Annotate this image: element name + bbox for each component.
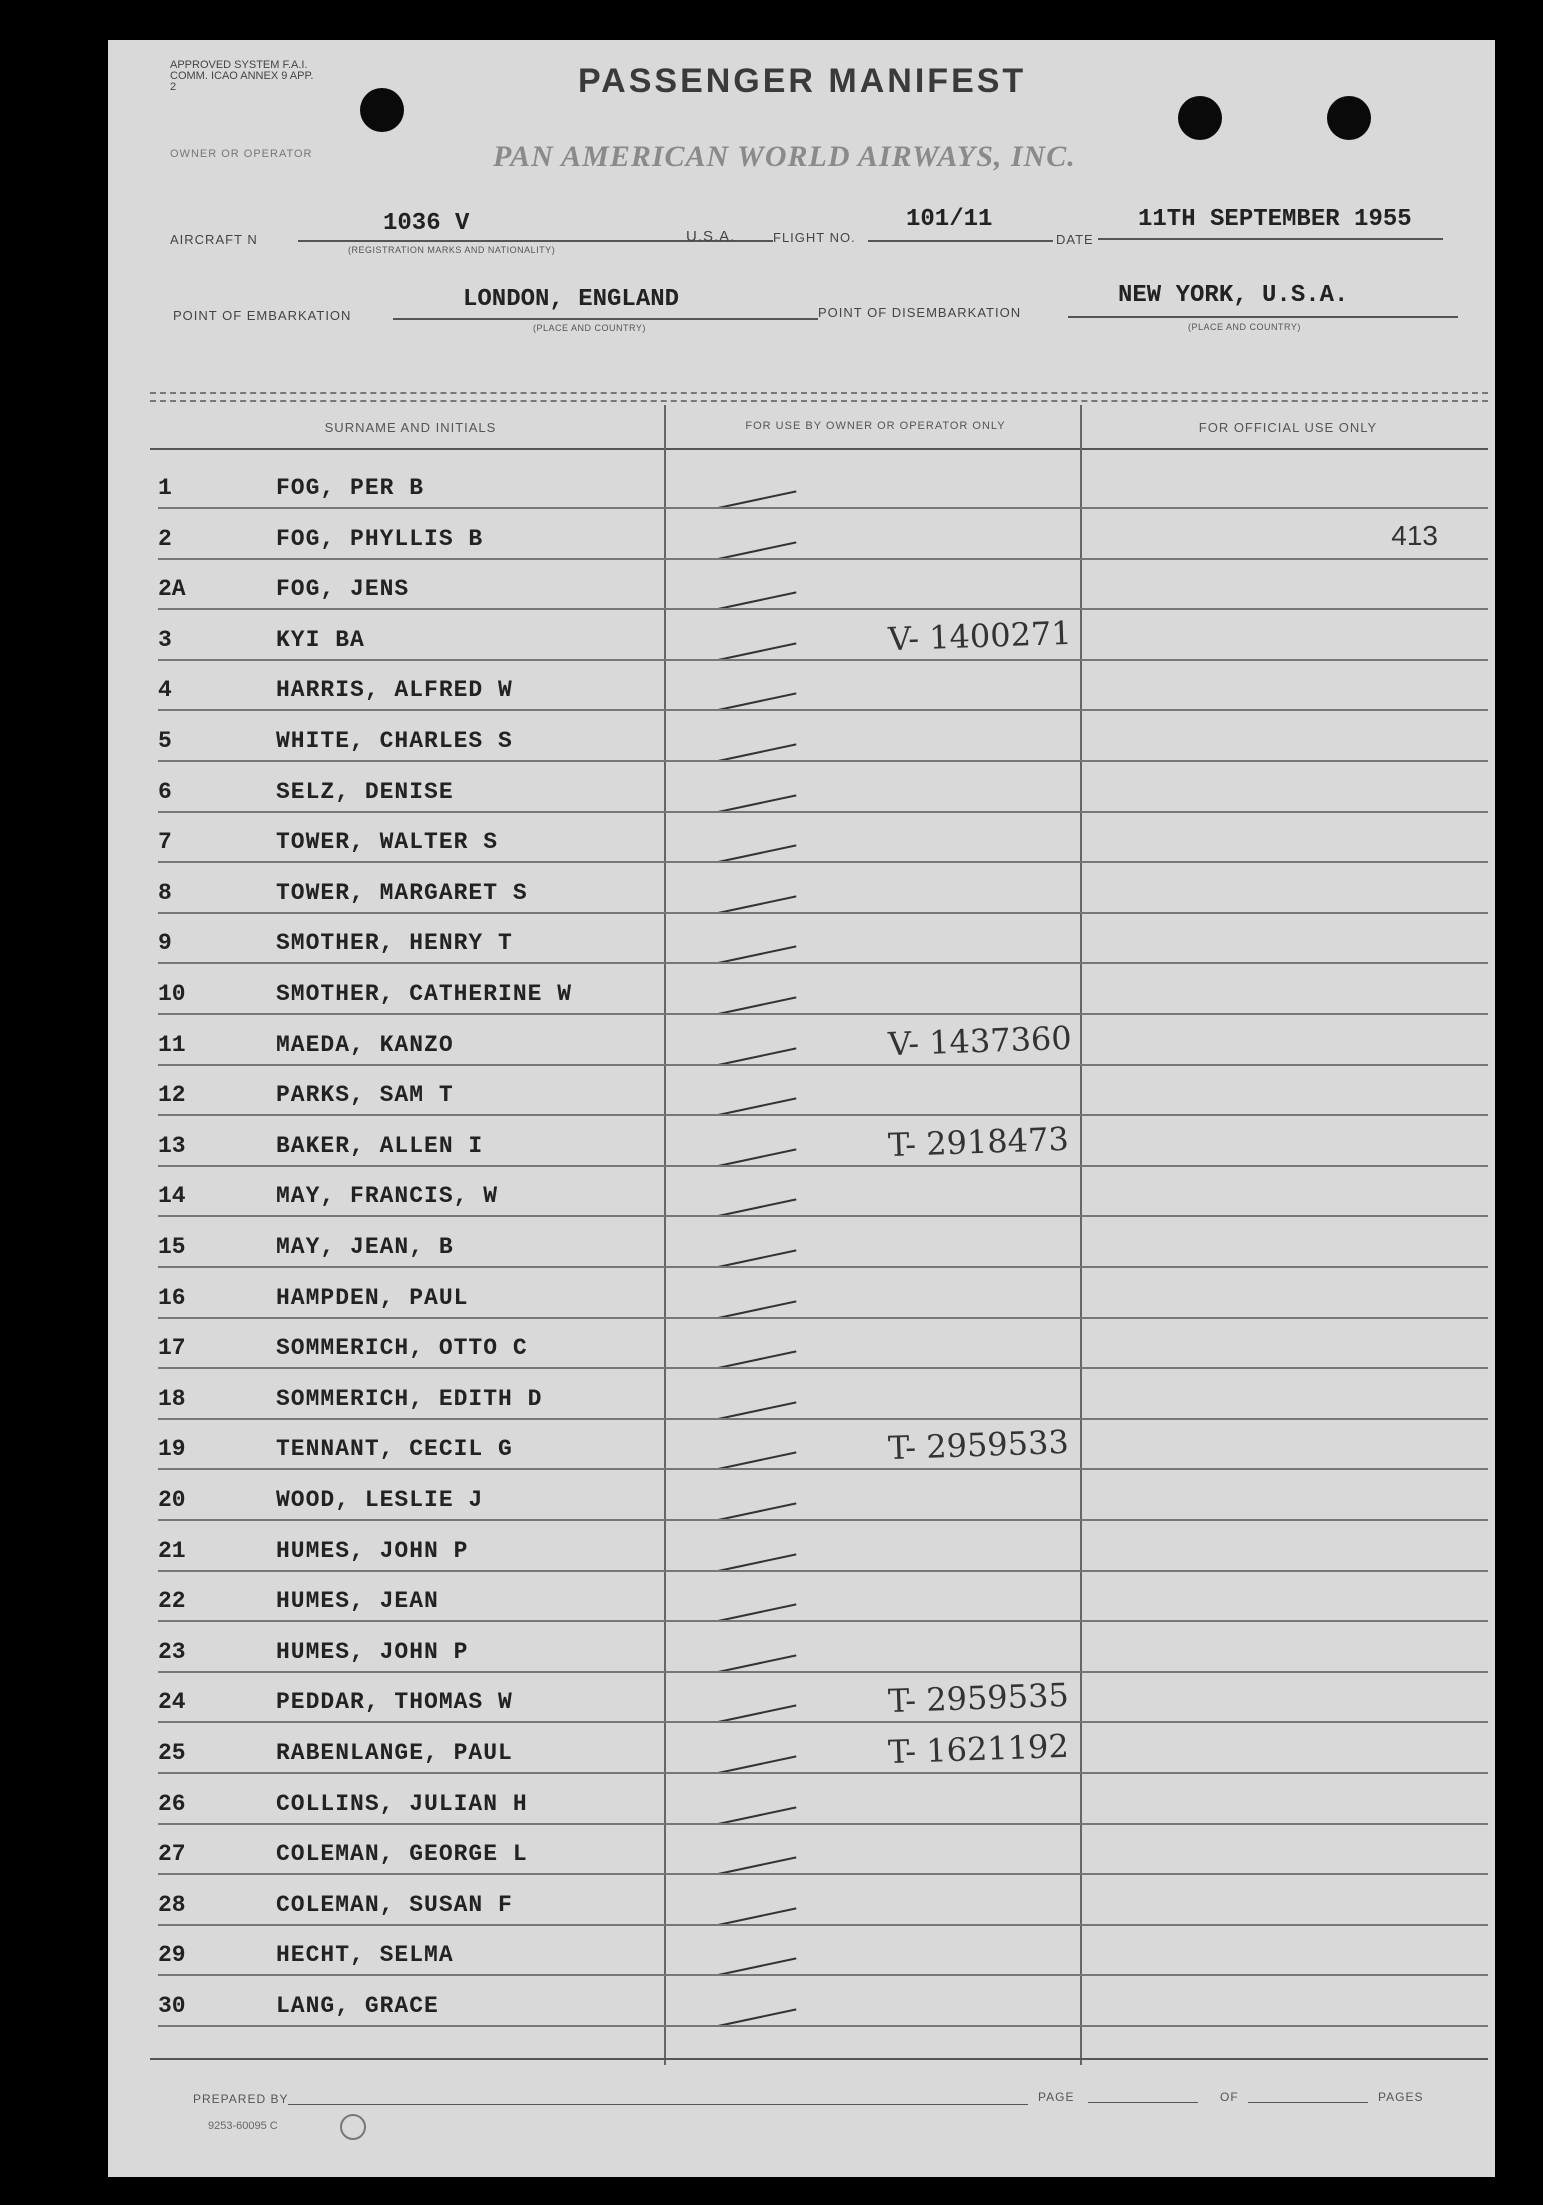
- passenger-number: 30: [158, 1993, 186, 2019]
- flight-underline: [868, 240, 1053, 242]
- table-row: [158, 762, 1488, 813]
- passenger-number: 14: [158, 1183, 186, 1210]
- table-row: [158, 1116, 1488, 1167]
- passenger-number: 2A: [158, 576, 186, 603]
- date-label: DATE: [1056, 232, 1094, 247]
- passenger-name: HECHT, SELMA: [276, 1942, 454, 1969]
- passenger-name: MAEDA, KANZO: [276, 1031, 454, 1058]
- manifest-sheet: [108, 40, 1495, 2177]
- passenger-name: KYI BA: [276, 626, 365, 653]
- table-row: [158, 1217, 1488, 1268]
- table-row: [158, 1723, 1488, 1774]
- passenger-number: 26: [158, 1790, 186, 1817]
- passenger-name: COLEMAN, SUSAN F: [276, 1891, 513, 1918]
- table-row: [158, 660, 1488, 711]
- aircraft-caption: (REGISTRATION MARKS AND NATIONALITY): [348, 245, 556, 255]
- pages-label: PAGES: [1378, 2090, 1424, 2104]
- passenger-number: 25: [158, 1740, 186, 1766]
- passenger-number: 2: [158, 525, 172, 552]
- union-seal-icon: [340, 2114, 366, 2140]
- passenger-number: 13: [158, 1132, 186, 1159]
- passenger-number: 11: [158, 1031, 186, 1058]
- passenger-name: HARRIS, ALFRED W: [276, 677, 513, 704]
- passenger-number: 5: [158, 728, 172, 754]
- embark-label: POINT OF EMBARKATION: [173, 308, 352, 323]
- passenger-name: FOG, JENS: [276, 576, 410, 603]
- passenger-name: LANG, GRACE: [276, 1993, 439, 2019]
- airline-name: PAN AMERICAN WORLD AIRWAYS, INC.: [493, 140, 1076, 173]
- embark-caption: (PLACE AND COUNTRY): [533, 323, 646, 333]
- table-row: [158, 964, 1488, 1015]
- passenger-name: HUMES, JEAN: [276, 1588, 439, 1615]
- disembark-underline: [1068, 316, 1458, 318]
- passenger-number: 9: [158, 930, 172, 957]
- passenger-name: TENNANT, CECIL G: [276, 1436, 513, 1463]
- passenger-number: 7: [158, 829, 172, 856]
- header-rule: [150, 448, 1488, 450]
- table-row: [158, 1268, 1488, 1319]
- page-label: PAGE: [1038, 2090, 1075, 2104]
- table-bottom-rule: [150, 2058, 1488, 2060]
- official-column-header: FOR OFFICIAL USE ONLY: [1198, 420, 1378, 435]
- owner-note: T- 1621192: [887, 1726, 1070, 1772]
- passenger-number: 3: [158, 626, 172, 653]
- of-underline: [1248, 2102, 1368, 2103]
- passenger-number: 19: [158, 1436, 186, 1463]
- embark-underline: [393, 318, 818, 320]
- table-row: [158, 1824, 1488, 1875]
- passenger-name: SOMMERICH, OTTO C: [276, 1335, 528, 1362]
- official-note: 413: [1391, 519, 1438, 551]
- surname-column-header: SURNAME AND INITIALS: [324, 420, 497, 435]
- passenger-number: 8: [158, 879, 172, 906]
- table-top-rule: [150, 392, 1488, 402]
- passenger-number: 4: [158, 677, 172, 704]
- disembark-value: NEW YORK, U.S.A.: [1118, 282, 1349, 309]
- passenger-name: MAY, FRANCIS, W: [276, 1183, 499, 1210]
- passenger-name: TOWER, WALTER S: [276, 829, 499, 856]
- passenger-number: 18: [158, 1385, 186, 1412]
- passenger-name: PARKS, SAM T: [276, 1082, 454, 1109]
- owner-note: T- 2959533: [887, 1423, 1070, 1468]
- table-row: [158, 1521, 1488, 1572]
- disembark-label: POINT OF DISEMBARKATION: [818, 305, 1022, 320]
- page-underline: [1088, 2102, 1198, 2103]
- table-row: [158, 1015, 1488, 1066]
- passenger-number: 22: [158, 1588, 186, 1615]
- passenger-number: 16: [158, 1284, 186, 1311]
- passenger-number: 12: [158, 1082, 186, 1109]
- passenger-number: 23: [158, 1638, 186, 1665]
- passenger-number: 6: [158, 778, 172, 805]
- table-row: [158, 1774, 1488, 1825]
- passenger-name: SMOTHER, CATHERINE W: [276, 981, 573, 1007]
- form-number: 9253-60095 C: [208, 2120, 278, 2132]
- passenger-name: HUMES, JOHN P: [276, 1537, 469, 1564]
- passenger-number: 24: [158, 1689, 186, 1716]
- owner-note: T- 2918473: [887, 1119, 1070, 1164]
- passenger-name: WHITE, CHARLES S: [276, 728, 513, 754]
- passenger-name: TOWER, MARGARET S: [276, 879, 528, 906]
- table-row: [158, 1318, 1488, 1369]
- owner-note: V- 1400271: [887, 613, 1073, 658]
- flight-label: FLIGHT NO.: [773, 230, 856, 245]
- table-row: [158, 1622, 1488, 1673]
- embark-value: LONDON, ENGLAND: [463, 286, 680, 313]
- page-title: PASSENGER MANIFEST: [578, 62, 1027, 100]
- flight-value: 101/11: [906, 206, 993, 233]
- passenger-name: WOOD, LESLIE J: [276, 1487, 484, 1513]
- table-row: [158, 1976, 1488, 2027]
- table-row: [158, 812, 1488, 863]
- passenger-name: HUMES, JOHN P: [276, 1638, 469, 1665]
- punch-hole: [1178, 96, 1222, 140]
- table-row: [158, 1571, 1488, 1622]
- date-value: 11TH SEPTEMBER 1955: [1138, 206, 1412, 233]
- passenger-name: FOG, PHYLLIS B: [276, 525, 484, 552]
- passenger-name: RABENLANGE, PAUL: [276, 1740, 513, 1766]
- row-rule: [158, 2025, 1488, 2027]
- passenger-number: 1: [158, 475, 172, 501]
- table-row: [158, 509, 1488, 560]
- table-row: [158, 1875, 1488, 1926]
- table-row: [158, 610, 1488, 661]
- table-row: [158, 1166, 1488, 1217]
- table-row: [158, 913, 1488, 964]
- table-row: [158, 1419, 1488, 1470]
- table-row: [158, 1470, 1488, 1521]
- table-row: [158, 1672, 1488, 1723]
- passenger-name: HAMPDEN, PAUL: [276, 1284, 469, 1311]
- passenger-number: 15: [158, 1234, 186, 1260]
- table-row: [158, 1369, 1488, 1420]
- passenger-name: BAKER, ALLEN I: [276, 1132, 484, 1159]
- punch-hole: [360, 88, 404, 132]
- table-row: [158, 863, 1488, 914]
- owner-label: OWNER OR OPERATOR: [170, 148, 313, 160]
- passenger-name: SMOTHER, HENRY T: [276, 930, 513, 957]
- owner-note: T- 2959535: [887, 1676, 1070, 1721]
- passenger-number: 17: [158, 1335, 186, 1362]
- passenger-name: SOMMERICH, EDITH D: [276, 1385, 543, 1412]
- usa-label: U.S.A.: [686, 228, 736, 245]
- passenger-number: 28: [158, 1891, 186, 1918]
- passenger-name: SELZ, DENISE: [276, 778, 454, 805]
- table-row: [158, 711, 1488, 762]
- owner-column-header: FOR USE BY OWNER OR OPERATOR ONLY: [745, 420, 1006, 432]
- passenger-name: FOG, PER B: [276, 475, 425, 501]
- passenger-number: 10: [158, 981, 186, 1007]
- punch-hole: [1327, 96, 1371, 140]
- prepared-underline: [288, 2104, 1028, 2105]
- aircraft-value: 1036 V: [383, 210, 470, 237]
- passenger-name: PEDDAR, THOMAS W: [276, 1689, 513, 1716]
- passenger-name: COLLINS, JULIAN H: [276, 1790, 528, 1817]
- aircraft-label: AIRCRAFT N: [170, 232, 258, 247]
- of-label: OF: [1220, 2090, 1239, 2104]
- passenger-number: 29: [158, 1942, 186, 1969]
- passenger-number: 20: [158, 1487, 186, 1513]
- date-underline: [1098, 238, 1443, 240]
- owner-note: V- 1437360: [887, 1018, 1073, 1063]
- table-row: [158, 458, 1488, 509]
- prepared-by-label: PREPARED BY: [193, 2092, 289, 2106]
- passenger-name: MAY, JEAN, B: [276, 1234, 454, 1260]
- passenger-number: 21: [158, 1537, 186, 1564]
- disembark-caption: (PLACE AND COUNTRY): [1188, 322, 1301, 332]
- table-row: [158, 1065, 1488, 1116]
- table-row: [158, 1925, 1488, 1976]
- passenger-name: COLEMAN, GEORGE L: [276, 1841, 528, 1868]
- approval-note: APPROVED SYSTEM F.A.I. COMM. ICAO ANNEX 9 APP. 2: [170, 59, 314, 93]
- table-row: [158, 559, 1488, 610]
- passenger-number: 27: [158, 1841, 186, 1868]
